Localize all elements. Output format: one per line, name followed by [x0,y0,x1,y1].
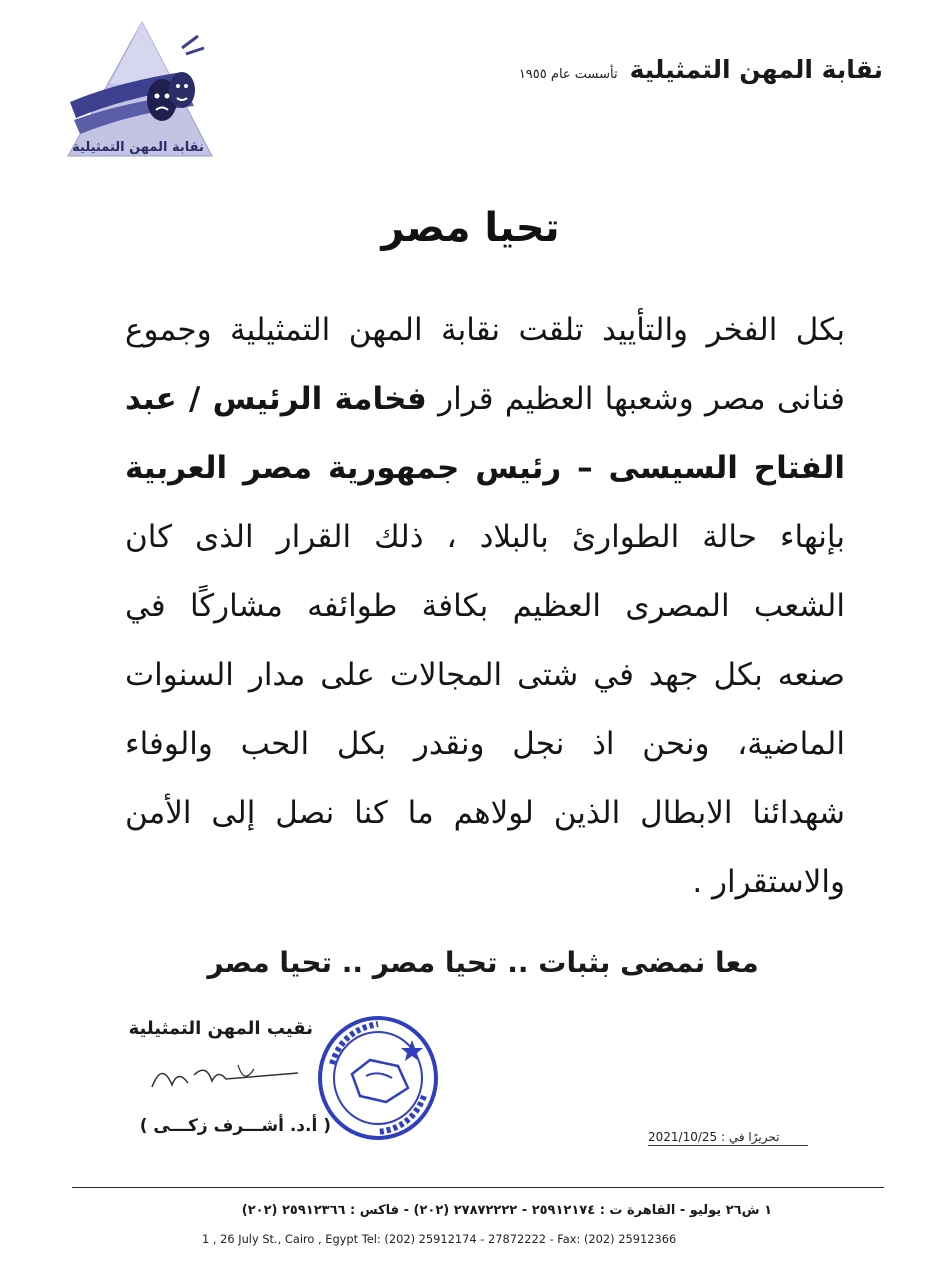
signatory-title: نقيب المهن التمثيلية [128,1018,313,1039]
body-line-4: بإنهاء حالة الطوارئ بالبلاد ، ذلك القرار الذى كان [125,519,845,555]
issue-date-label: تحريرًا في : [721,1130,780,1144]
handwritten-signature [148,1055,308,1095]
syndicate-logo [58,18,218,163]
body-line-8: شهدائنا الابطال الذين لولاهم ما كنا نصل إلى الأمن [125,795,845,831]
body-line-9: والاستقرار . [692,864,845,900]
letter-body [125,296,845,917]
issue-date-value: 2021/10/25 [648,1130,718,1144]
issue-date [648,1130,808,1146]
body-line-5: الشعب المصرى العظيم بكافة طوائفه مشاركًا في [125,588,845,624]
letterhead-org-line [483,55,883,84]
body-line-2 [125,365,845,434]
body-line-3: الفتاح السيسى – رئيس جمهورية مصر العربية [125,450,845,486]
body-line-6: صنعه بكل جهد في شتى المجالات على مدار السنوات [125,657,845,693]
footer-address-english: 1 , 26 July St., Cairo , Egypt Tel: (202) 25912174 - 27872222 - Fax: (202) 25912366 [202,1232,677,1246]
footer-divider [72,1187,884,1188]
footer-address-arabic: ١ ش٢٦ يوليو - القاهرة ت : ٢٥٩١٢١٧٤ - ٢٧٨٧٢٢٢٢ (٢٠٢) - فاكس : ٢٥٩١٢٣٦٦ (٢٠٢) [241,1203,772,1218]
body-line-2-regular: فنانى مصر وشعبها العظيم قرار [438,381,845,417]
body-line-7: الماضية، ونحن اذ نجل ونقدر بكل الحب والوفاء [125,726,845,762]
body-line-1: بكل الفخر والتأييد تلقت نقابة المهن التمثيلية وجموع [125,312,845,348]
signatory-name: ( أ.د. أشـــرف زكـــى ) [139,1116,331,1136]
logo-caption: نقابة المهن التمثيلية [72,140,204,155]
closing-slogan: معا نمضى بثبات .. تحيا مصر .. تحيا مصر [207,946,759,979]
org-name: نقابة المهن التمثيلية [629,55,883,84]
founded-year: تأسست عام ١٩٥٥ [518,67,618,82]
president-title: فخامة الرئيس / عبد [125,381,427,417]
letter-title: تحيا مصر [381,205,560,251]
official-seal-icon [312,1012,444,1144]
